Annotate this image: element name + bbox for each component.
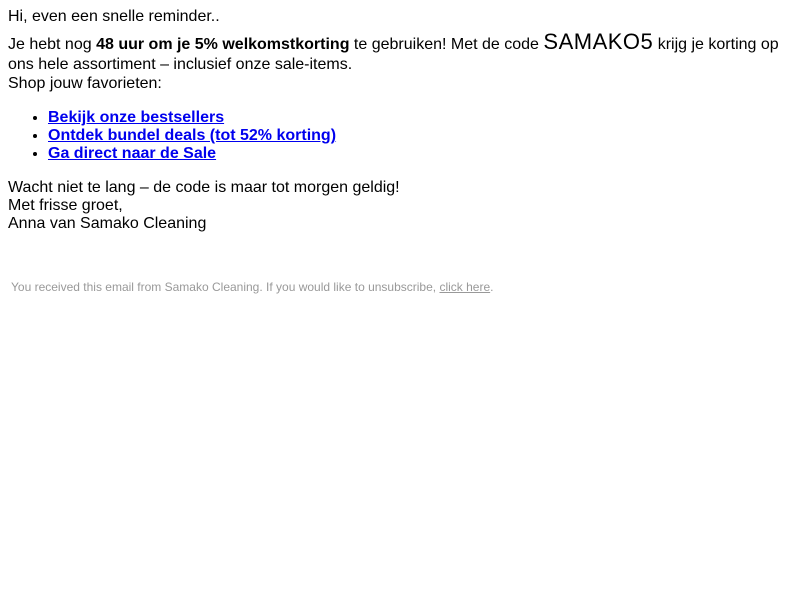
- footer-end: .: [490, 280, 494, 294]
- intro-prefix: Je hebt nog: [8, 36, 97, 53]
- discount-highlight: 48 uur om je 5% welkomstkorting: [96, 36, 350, 53]
- bestsellers-link[interactable]: Bekijk onze bestsellers: [48, 109, 225, 126]
- list-item: [48, 145, 792, 163]
- unsubscribe-footer: [8, 279, 792, 295]
- shop-line: Shop jouw favorieten:: [8, 75, 162, 92]
- signoff-text: Met frisse groet,: [8, 197, 123, 214]
- sale-link[interactable]: Ga direct naar de Sale: [48, 145, 217, 162]
- greeting-text: Hi, even een snelle reminder..: [8, 8, 220, 25]
- list-item: [48, 127, 792, 145]
- signature-text: Anna van Samako Cleaning: [8, 215, 207, 232]
- unsubscribe-link[interactable]: click here: [439, 280, 491, 294]
- footer-text: You received this email from Samako Cleaning. If you would like to unsubscribe,: [11, 280, 440, 294]
- intro-middle: te gebruiken! Met de code: [349, 36, 544, 53]
- email-body: [0, 0, 800, 295]
- list-item: [48, 109, 792, 127]
- bundle-deals-link[interactable]: Ontdek bundel deals (tot 52% korting): [48, 127, 337, 144]
- discount-code: SAMAKO5: [543, 29, 654, 54]
- intro-suffix: krijg je korting op ons hele assortiment – inclusief onze sale-items.: [8, 36, 779, 73]
- link-list: [8, 109, 792, 163]
- urgency-text: Wacht niet te lang – de code is maar tot morgen geldig!: [8, 179, 400, 196]
- intro-paragraph: [8, 29, 792, 75]
